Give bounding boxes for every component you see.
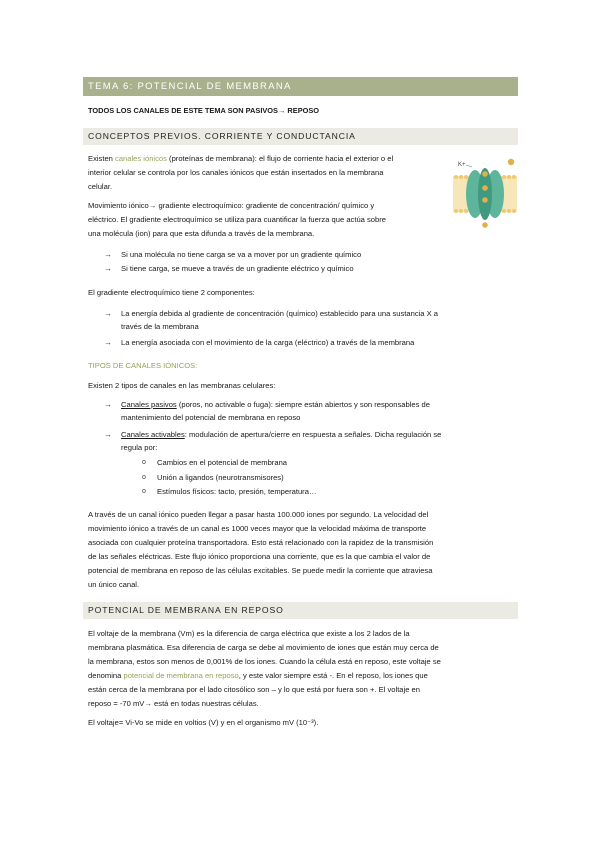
paragraph-line: El voltaje= Vi-Vo se mide en voltios (V) y en el organismo mV (10⁻³).: [88, 718, 319, 727]
list-item: Si tiene carga, se mueve a través de un gradiente eléctrico y químico: [121, 264, 354, 273]
paragraph-line: Movimiento iónico→ gradiente electroquímico: gradiente de concentración/ químico y: [88, 201, 375, 210]
paragraph-line: El voltaje de la membrana (Vm) es la diferencia de carga eléctrica que existe a los 2 lados de la: [88, 629, 410, 638]
arrow-bullet-icon: →: [104, 309, 112, 318]
arrow-bullet-icon: →: [104, 430, 112, 439]
paragraph-line: potencial de membrana en reposo de las células excitables. Se puede medir la corriente que atraviesa: [88, 566, 433, 575]
list-item: Si una molécula no tiene carga se va a mover por un gradiente químico: [121, 250, 362, 259]
list-item-continuation: regula por:: [121, 443, 158, 452]
paragraph-line: celular.: [88, 182, 113, 191]
paragraph-line: una molécula (ion) para que esta difunda a través de la membrana.: [88, 229, 315, 238]
list-item: Canales activables: modulación de apertura/cierre en respuesta a señales. Dicha regulación se: [121, 430, 442, 439]
sub-list-item: Unión a ligandos (neurotransmisores): [157, 473, 284, 482]
paragraph-line: eléctrico. El gradiente electroquímico se utiliza para cuantificar la fuerza que actúa sobre: [88, 215, 387, 224]
figure-label: K+: [458, 162, 466, 168]
arrow-bullet-icon: →: [104, 400, 112, 409]
paragraph-line: la membrana, estos son menos de 0,001% de los iones. Cuando la célula está en reposo, este voltaje se: [88, 657, 441, 666]
sub-list-item: Estímulos físicos: tacto, presión, temperatura…: [157, 487, 317, 496]
arrow-bullet-icon: →: [104, 250, 112, 259]
list-item: Canales pasivos (poros, no activable o fuga): siempre están abiertos y son responsables de: [121, 400, 430, 409]
ion-particle-icon: [508, 159, 514, 165]
paragraph-line: reposo = -70 mV→ está en todas nuestras células.: [88, 699, 259, 708]
paragraph-line: de las señales eléctricas. Este flujo iónico proporciona una corriente, que es la que cambia el valor de: [88, 552, 431, 561]
section-heading-conceptos: CONCEPTOS PREVIOS. CORRIENTE Y CONDUCTANCIA: [83, 128, 518, 145]
circle-bullet-icon: o: [142, 474, 146, 481]
paragraph-line: movimiento iónico a través de un canal es 1000 veces mayor que la velocidad máxima de transporte: [88, 524, 427, 533]
arrow-bullet-icon: →: [104, 338, 112, 347]
paragraph-line: interior celular se controla por los canales iónicos que están insertados en la membrana: [88, 168, 384, 177]
circle-bullet-icon: o: [142, 459, 146, 466]
paragraph-line: A través de un canal iónico pueden llegar a pasar hasta 100.000 iones por segundo. La velocidad del: [88, 510, 429, 519]
arrow-bullet-icon: →: [104, 264, 112, 273]
section-heading-potencial: POTENCIAL DE MEMBRANA EN REPOSO: [83, 602, 518, 619]
paragraph-line: Existen canales iónicos (proteínas de membrana): el flujo de corriente hacia el exterior o el: [88, 154, 394, 163]
paragraph-line: denomina potencial de membrana en reposo, y este valor siempre está -. En el reposo, los iones que: [88, 671, 428, 680]
circle-bullet-icon: o: [142, 488, 146, 495]
list-item-continuation: mantenimiento del potencial de membrana en reposo: [121, 413, 301, 422]
paragraph-line: membrana plasmática. Esa diferencia de carga se debe al movimiento de iones que están muy cerca de: [88, 643, 439, 652]
paragraph-line: asociada con cualquier proteína transportadora. Esto está relacionado con la rapidez de la transmisión: [88, 538, 434, 547]
subheading-tipos: TIPOS DE CANALES IÓNICOS:: [88, 361, 198, 370]
paragraph-line: un único canal.: [88, 580, 140, 589]
paragraph-line: Existen 2 tipos de canales en las membranas celulares:: [88, 381, 276, 390]
sub-list-item: Cambios en el potencial de membrana: [157, 458, 288, 467]
paragraph-line: El gradiente electroquímico tiene 2 componentes:: [88, 288, 255, 297]
list-item-continuation: través de la membrana: [121, 322, 199, 331]
page-title: TEMA 6: POTENCIAL DE MEMBRANA: [83, 77, 518, 96]
note-text: TODOS LOS CANALES DE ESTE TEMA SON PASIVOS→ REPOSO: [88, 106, 320, 115]
ion-channel-figure: [453, 152, 517, 240]
list-item: La energía asociada con el movimiento de la carga (eléctrico) a través de la membrana: [121, 338, 415, 347]
list-item: La energía debida al gradiente de concentración (químico) establecido para una sustancia X a: [121, 309, 439, 318]
paragraph-line: están cerca de la membrana por el lado citosólico son – y lo que está por fuera son +. El voltaje en: [88, 685, 420, 694]
